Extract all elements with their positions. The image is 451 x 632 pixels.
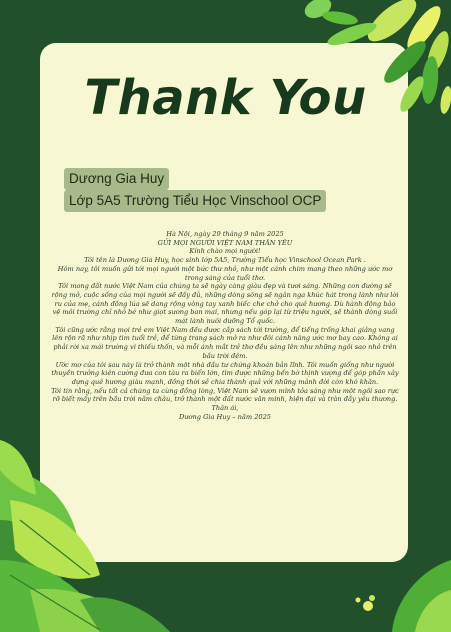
student-name-badge: Dương Gia Huy <box>64 168 169 190</box>
letter-paragraph: Tôi mong đất nước Việt Nam của chúng ta sẽ ngày càng giàu đẹp và tươi sáng. Những con đường sẽ rộng mở, cuộc sống của mọi người sẽ đầy đủ, những dòng sông sẽ ngân nga khúc hát trong lành như lời ru của mẹ, cánh đồng lúa sẽ dang rộng vòng tay xanh biếc che chở cho quê hương. Dù hành động bảo vệ môi trường chỉ nhỏ bé như giọt sương ban mai, nhưng nếu góp lại từ triệu người, sẽ thành dòng suối mát lành nuôi dưỡng Tổ quốc. <box>51 282 399 326</box>
letter-date: Hà Nội, ngày 29 tháng 9 năm 2025 <box>166 230 284 238</box>
letter-paragraph: Tôi tin rằng, nếu tất cả chúng ta cùng đồng lòng, Việt Nam sẽ vươn mình tỏa sáng như một ngôi sao rực rỡ biết mấy trên bầu trời năm châu, trở thành một đất nước văn minh, hiện đại và tràn đầy yêu thương. <box>51 386 399 404</box>
letter-paragraph: Ước mơ của tôi sau này là trở thành một nhà đầu tư chứng khoán bản lĩnh. Tôi muốn giống như người thuyền trưởng kiên cường đưa con tàu ra biển lớn, tìm được những bến bờ thịnh vượng để góp phần xây dựng quê hương giàu mạnh, đồng thời sẻ chia thành quả với những mảnh đời còn khó khăn. <box>51 360 399 386</box>
letter-closing: Thân ái, <box>211 404 239 413</box>
letter-body <box>50 230 400 421</box>
letter-heading: GỬI MỌI NGƯỜI VIỆT NAM THÂN YÊU <box>157 238 293 247</box>
letter-paragraph: Tôi cũng ước rằng mọi trẻ em Việt Nam đều được cắp sách tới trường, để tiếng trống khai giảng vang lên rộn rã như nhịp tim tuổi trẻ, để từng trang sách mở ra như đôi cánh nâng ước mơ bay cao. Không ai phải rời xa mái trường vì thiếu thốn, và mỗi ánh mắt trẻ thơ đều sáng lên như những ngôi sao nhỏ trên bầu trời đêm. <box>52 325 398 360</box>
letter-signature: Dương Gia Huy – năm 2025 <box>179 412 271 421</box>
letter-paragraph: Hôm nay, tôi muốn gửi tới mọi người một bức thư nhỏ, như một cánh chim mang theo những ước mơ trong sáng của tuổi thơ. <box>57 264 393 282</box>
letter-greeting: Kính chào mọi người! <box>189 247 261 256</box>
letter-paragraph: Tôi tên là Dương Gia Huy, học sinh lớp 5A5, Trường Tiểu học Vinschool Ocean Park . <box>84 256 366 265</box>
school-class-badge: Lớp 5A5 Trường Tiểu Học Vinschool OCP <box>64 190 326 212</box>
page-title: Thank You <box>84 70 367 126</box>
